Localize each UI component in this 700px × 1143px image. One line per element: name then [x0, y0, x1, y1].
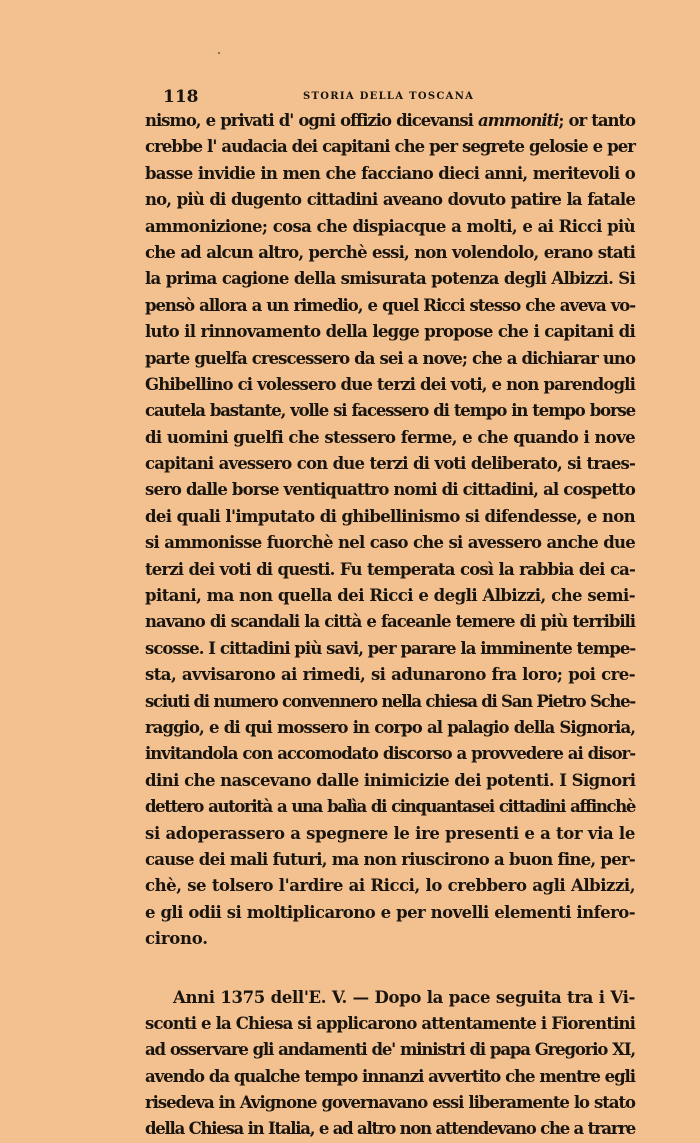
- text-line: luto il rinnovamento della legge propose che i capitani di: [145, 322, 635, 342]
- text-line: cause dei mali futuri, ma non riuscirono a buon fine, per-: [145, 849, 635, 869]
- text-line: che ad alcun altro, perchè essi, non volendolo, erano stati: [145, 242, 635, 262]
- text-line: crebbe l' audacia dei capitani che per segrete gelosie e per: [145, 137, 635, 157]
- ink-speck: [218, 52, 220, 54]
- text-line: si ammonisse fuorchè nel caso che si avessero anche due: [145, 533, 635, 553]
- text-line: nismo, e privati d' ogni offizio dicevansi ammoniti; or tanto: [145, 111, 635, 130]
- paragraph-1: [145, 108, 635, 953]
- text-line: dei quali l'imputato di ghibellinismo si difendesse, e non: [145, 506, 635, 526]
- text-line: ad osservare gli andamenti de' ministri di papa Gregorio XI,: [145, 1040, 635, 1060]
- text-line: della Chiesa in Italia, e ad altro non attendevano che a trarre: [145, 1119, 635, 1139]
- text-line: cirono.: [145, 929, 208, 949]
- running-title: STORIA DELLA TOSCANA: [303, 91, 475, 102]
- text-line: terzi dei voti di questi. Fu temperata così la rabbia dei ca-: [145, 559, 635, 579]
- text-line: scosse. I cittadini più savi, per parare la imminente tempe-: [145, 638, 636, 658]
- text-line: basse invidie in men che facciano dieci anni, meritevoli o: [145, 163, 635, 183]
- text-line: la prima cagione della smisurata potenza degli Albizzi. Si: [145, 269, 635, 289]
- text-line: pitani, ma non quella dei Ricci e degli Albizzi, che semi-: [145, 586, 635, 606]
- text-line: risedeva in Avignone governavano essi liberamente lo stato: [145, 1093, 635, 1113]
- text-line: sta, avvisarono ai rimedi, si adunarono fra loro; poi cre-: [145, 665, 635, 685]
- text-line: sero dalle borse ventiquattro nomi di cittadini, al cospetto: [145, 480, 636, 500]
- text-line: sciuti di numero convennero nella chiesa di San Pietro Sche-: [145, 691, 635, 711]
- text-line: dini che nascevano dalle inimicizie dei potenti. I Signori: [145, 770, 636, 790]
- text-line: Anni 1375 dell'E. V. — Dopo la pace seguita tra i Vi-: [173, 987, 635, 1007]
- text-line: pensò allora a un rimedio, e quel Ricci stesso che aveva vo-: [145, 295, 635, 315]
- text-line: navano di scandali la città e faceanle temere di più terribili: [145, 612, 635, 632]
- paragraph-2: [145, 985, 635, 1143]
- text-line: chè, se tolsero l'ardire ai Ricci, lo crebbero agli Albizzi,: [145, 876, 635, 896]
- italic-term: ammoniti: [477, 111, 559, 130]
- text-line: dettero autorità a una balìa di cinquantasei cittadini affinchè: [145, 797, 635, 817]
- text-line: e gli odii si moltiplicarono e per novelli elementi infero-: [145, 902, 635, 922]
- text-line: di uomini guelfi che stessero ferme, e che quando i nove: [145, 427, 635, 447]
- page-number: 118: [163, 87, 199, 107]
- text-line: sconti e la Chiesa si applicarono attentamente i Fiorentini: [145, 1013, 636, 1033]
- text-line: parte guelfa crescessero da sei a nove; che a dichiarar uno: [145, 348, 635, 368]
- page-header: [163, 86, 643, 110]
- text-line: Ghibellino ci volessero due terzi dei voti, e non parendogli: [145, 374, 635, 394]
- body-text: [145, 108, 635, 1143]
- paragraph-gap: [145, 953, 635, 985]
- text-line: raggio, e di qui mossero in corpo al palagio della Signoria,: [145, 717, 635, 737]
- text-line: cautela bastante, volle si facessero di tempo in tempo borse: [145, 401, 635, 421]
- text-line: avendo da qualche tempo innanzi avvertito che mentre egli: [145, 1066, 635, 1086]
- text-line: invitandola con accomodato discorso a provvedere ai disor-: [145, 744, 635, 764]
- text-line: no, più di dugento cittadini aveano dovuto patire la fatale: [145, 190, 635, 210]
- text-line: ammonizione; cosa che dispiacque a molti, e ai Ricci più: [145, 216, 635, 236]
- text-line: capitani avessero con due terzi di voti deliberato, si traes-: [145, 454, 635, 474]
- text-line: si adoperassero a spegnere le ire presenti e a tor via le: [145, 823, 635, 843]
